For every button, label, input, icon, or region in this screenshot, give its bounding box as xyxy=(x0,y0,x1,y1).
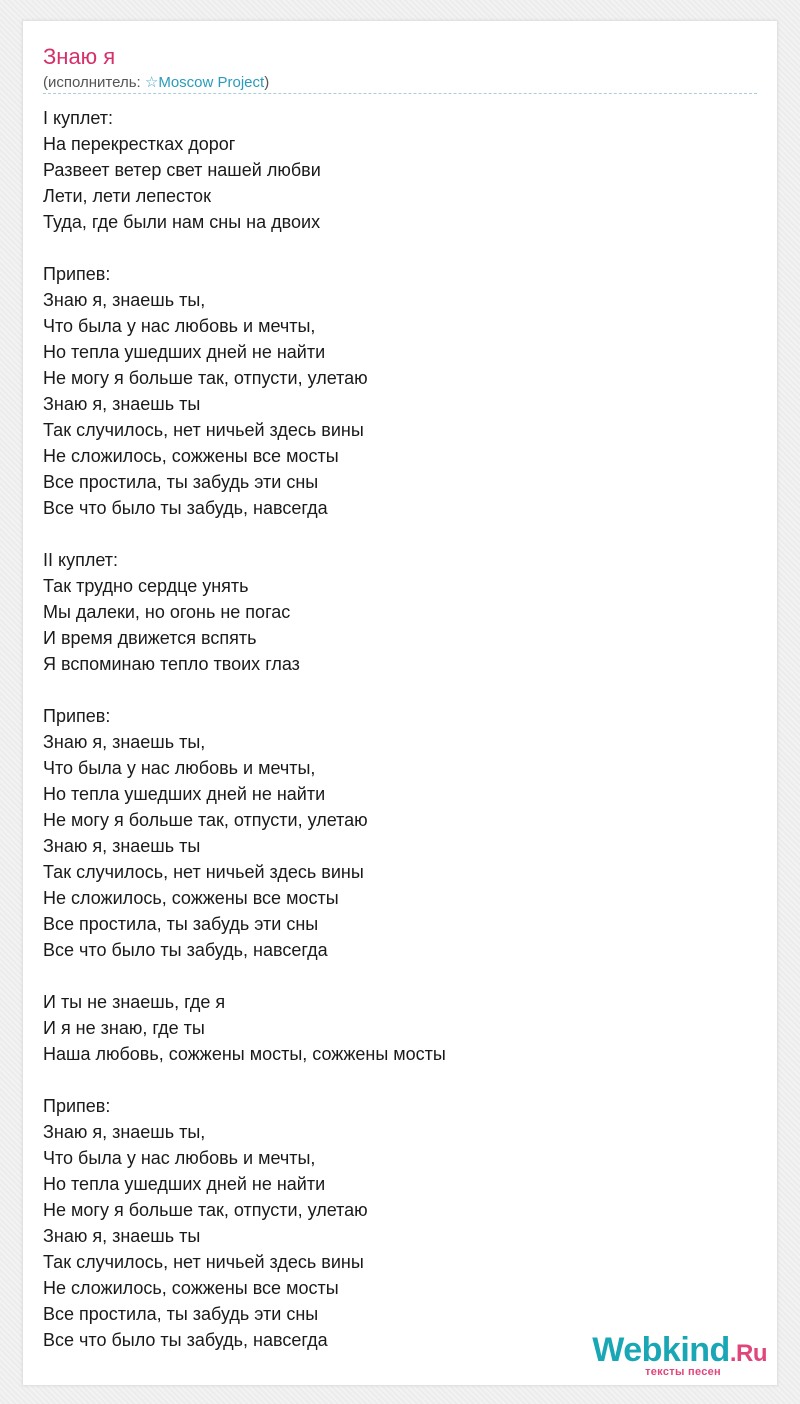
logo-tld: .Ru xyxy=(729,1340,767,1367)
lyric-line: Но тепла ушедших дней не найти xyxy=(43,342,326,362)
lyric-line: Так трудно сердце унять xyxy=(43,576,249,596)
lyric-line: Не могу я больше так, отпусти, улетаю xyxy=(43,810,368,830)
lyric-line: Знаю я, знаешь ты xyxy=(43,1226,201,1246)
lyric-line: Не могу я больше так, отпусти, улетаю xyxy=(43,368,368,388)
lyric-line: И ты не знаешь, где я xyxy=(43,992,226,1012)
lyric-line: Все простила, ты забудь эти сны xyxy=(43,1304,319,1324)
artist-link[interactable]: Moscow Project xyxy=(158,74,265,91)
performer-line xyxy=(43,74,269,92)
lyric-line: Но тепла ушедших дней не найти xyxy=(43,784,326,804)
blank-line xyxy=(43,521,743,547)
site-logo[interactable] xyxy=(567,1331,767,1379)
lyric-line: Не сложилось, сожжены все мосты xyxy=(43,888,339,908)
lyric-line: На перекрестках дорог xyxy=(43,134,236,154)
lyric-line: Знаю я, знаешь ты, xyxy=(43,290,206,310)
performer-suffix: ) xyxy=(264,74,270,91)
lyric-line: Что была у нас любовь и мечты, xyxy=(43,1148,316,1168)
lyric-line: Припев: xyxy=(43,706,111,726)
song-title: Знаю я xyxy=(43,44,116,69)
lyric-line: Что была у нас любовь и мечты, xyxy=(43,316,316,336)
lyrics-card xyxy=(22,20,778,1386)
lyric-line: Все что было ты забудь, навсегда xyxy=(43,940,328,960)
lyric-line: Припев: xyxy=(43,1096,111,1116)
lyric-line: Развеет ветер свет нашей любви xyxy=(43,160,321,180)
lyric-line: Я вспоминаю тепло твоих глаз xyxy=(43,654,300,674)
performer-prefix: (исполнитель: xyxy=(43,74,145,91)
lyric-line: Лети, лети лепесток xyxy=(43,186,211,206)
lyric-line: И время движется вспять xyxy=(43,628,257,648)
logo-tagline: тексты песен xyxy=(645,1366,721,1378)
lyric-line: Не сложилось, сожжены все мосты xyxy=(43,1278,339,1298)
blank-line xyxy=(43,963,743,989)
lyric-line: I куплет: xyxy=(43,108,113,128)
lyric-line: Так случилось, нет ничьей здесь вины xyxy=(43,862,364,882)
blank-line xyxy=(43,235,743,261)
lyric-line: Наша любовь, сожжены мосты, сожжены мосты xyxy=(43,1044,446,1064)
title-divider xyxy=(43,93,757,94)
star-icon: ☆ xyxy=(144,74,159,91)
lyric-line: И я не знаю, где ты xyxy=(43,1018,205,1038)
lyric-line: Не сложилось, сожжены все мосты xyxy=(43,446,339,466)
lyric-line: Все что было ты забудь, навсегда xyxy=(43,498,328,518)
lyric-line: Не могу я больше так, отпусти, улетаю xyxy=(43,1200,368,1220)
lyric-line: Знаю я, знаешь ты xyxy=(43,394,201,414)
lyric-line: Что была у нас любовь и мечты, xyxy=(43,758,316,778)
blank-line xyxy=(43,677,743,703)
lyric-line: Так случилось, нет ничьей здесь вины xyxy=(43,1252,364,1272)
lyric-line: Туда, где были нам сны на двоих xyxy=(43,212,321,232)
lyric-line: Все простила, ты забудь эти сны xyxy=(43,472,319,492)
logo-name: Webkind xyxy=(592,1331,730,1369)
lyric-line: Все что было ты забудь, навсегда xyxy=(43,1330,328,1350)
lyric-line: Так случилось, нет ничьей здесь вины xyxy=(43,420,364,440)
lyric-line: Знаю я, знаешь ты, xyxy=(43,1122,206,1142)
lyric-line: Все простила, ты забудь эти сны xyxy=(43,914,319,934)
lyric-line: Знаю я, знаешь ты, xyxy=(43,732,206,752)
lyric-line: II куплет: xyxy=(43,550,118,570)
lyric-line: Припев: xyxy=(43,264,111,284)
lyrics-text xyxy=(43,105,743,1353)
lyric-line: Но тепла ушедших дней не найти xyxy=(43,1174,326,1194)
blank-line xyxy=(43,1067,743,1093)
lyric-line: Знаю я, знаешь ты xyxy=(43,836,201,856)
lyric-line: Мы далеки, но огонь не погас xyxy=(43,602,291,622)
